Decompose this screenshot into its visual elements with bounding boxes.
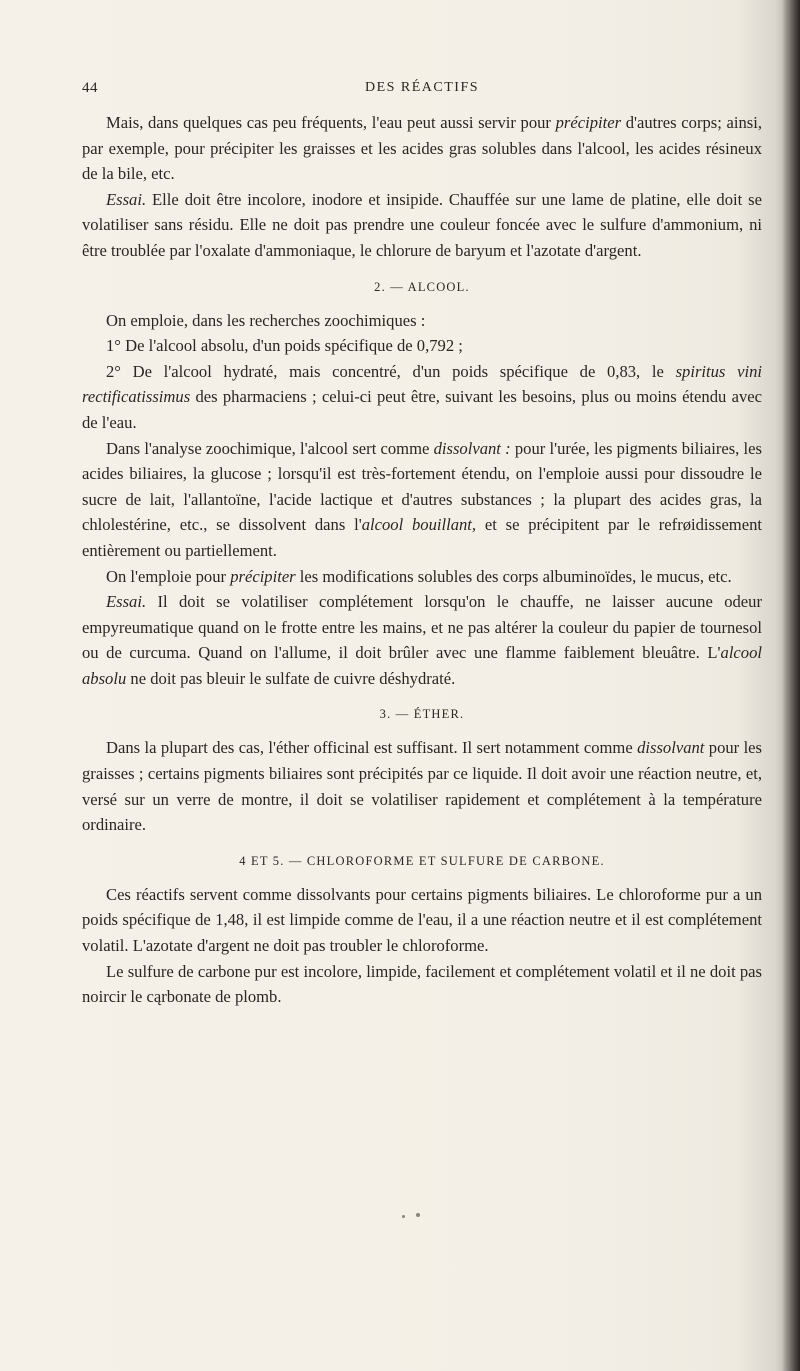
paragraph-alcool-analyse: Dans l'analyse zoochimique, l'alcool sert comme dissolvant : pour l'urée, les pigments biliaires, les acides biliaires, la glucose ; lorsqu'il est très-fortement étendu, on l'emploie aussi pour dissoudre le sucre de lait, l'allantoïne, l'acide lactique et d'autres substances ; la plupart des acides gras, la chlolestérine, etc., se dissolvent dans l'alcool bouillant, et se précipitent par le refrøidissement entièrement ou partiellement. — [82, 438, 762, 560]
page-edge-shadow — [782, 0, 800, 1371]
list-item-alcool-2: 2° De l'alcool hydraté, mais concentré, d'un poids spécifique de 0,83, le spiritus vini rectificatissimus des pharmaciens ; celui-ci peut être, suivant les besoins, plus ou moins étendu avec de l'eau. — [82, 361, 762, 432]
paragraph-alcool-precipiter: On l'emploie pour précipiter les modifications solubles des corps albuminoïdes, le mucus, etc. — [106, 566, 732, 586]
paragraph-water-essai: Essai. Elle doit être incolore, inodore et insipide. Chauffée sur une lame de platine, elle doit se volatiliser sans résidu. Elle ne doit pas prendre une couleur foncée avec le sulfure d'ammonium, ni être troublée par l'oxalate d'ammoniaque, le chlorure de baryum et l'azotate d'argent. — [82, 189, 762, 260]
paragraph-alcool-intro: On emploie, dans les recherches zoochimiques : — [106, 310, 426, 330]
running-head: DES RÉACTIFS — [364, 80, 480, 95]
section-title-ether: 3. — ÉTHER. — [379, 707, 465, 722]
section-title-alcool: 2. — ALCOOL. — [374, 279, 470, 294]
paragraph-ether: Dans la plupart des cas, l'éther officinal est suffisant. Il sert notamment comme dissolvant pour les graisses ; certains pigments biliaires sont précipités par ce liquide. Il doit avoir une réaction neutre, et, versé sur un verre de montre, il doit se volatiliser rapidement et complétement à la température ordinaire. — [82, 738, 763, 835]
list-item-alcool-1: 1° De l'alcool absolu, d'un poids spécifique de 0,792 ; — [106, 336, 463, 356]
paragraph-water-precipitate: Mais, dans quelques cas peu fréquents, l'eau peut aussi servir pour précipiter d'autres corps; ainsi, par exemple, pour précipiter les graisses et les acides gras solubles dans l'alcool, les acides résineux de la bile, etc. — [82, 113, 762, 184]
paragraph-chloroforme: Ces réactifs servent comme dissolvants pour certains pigments biliaires. Le chloroforme pur a un poids spécifique de 1,48, il est limpide comme de l'eau, il a une réaction neutre et il est complétement volatil. L'azotate d'argent ne doit pas troubler le chloroforme. — [82, 884, 762, 956]
page-number: 44 — [82, 80, 98, 96]
page-body — [82, 110, 762, 1010]
paragraph-sulfure: Le sulfure de carbone pur est incolore, limpide, facilement et complétement volatil et il ne doit pas noircir le cąrbonate de plomb. — [82, 961, 762, 1007]
section-title-chloroforme: 4 ET 5. — CHLOROFORME ET SULFURE DE CARBONE. — [239, 853, 605, 868]
ink-fleck — [416, 1213, 420, 1217]
page-header — [82, 80, 762, 104]
ink-fleck — [402, 1215, 405, 1218]
paragraph-alcool-essai: Essai. Il doit se volatiliser complétement lorsqu'on le chauffe, ne laisser aucune odeur empyreumatique quand on le frotte entre les mains, et ne pas altérer la couleur du papier de tournesol ou de curcuma. Quand on l'allume, il doit brûler avec une flamme faiblement bleuâtre. L'alcool absolu ne doit pas bleuir le sulfate de cuivre déshydraté. — [82, 592, 762, 688]
